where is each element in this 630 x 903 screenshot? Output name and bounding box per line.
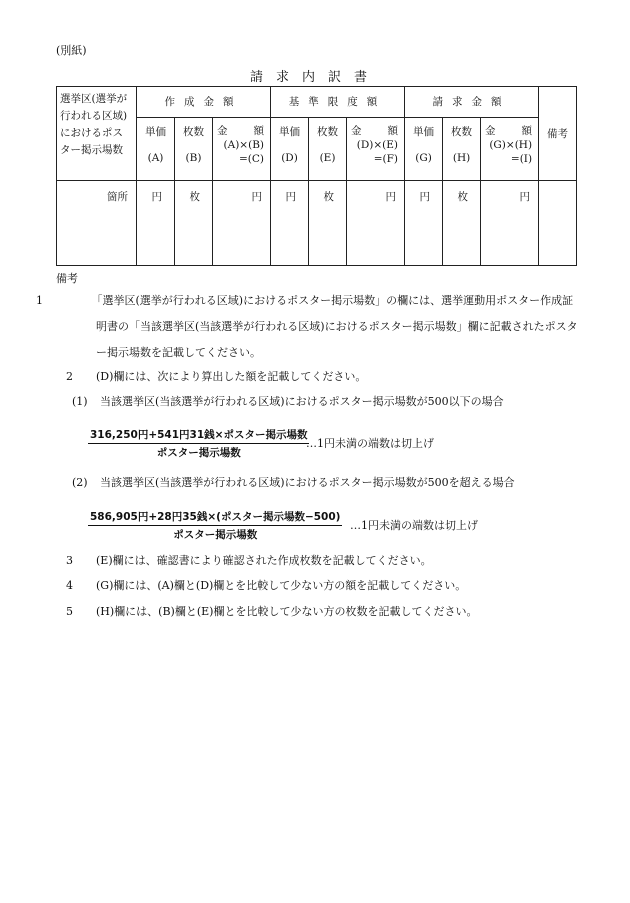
unit-cell[interactable]: 円 xyxy=(405,181,443,266)
col-header-d: 単価 (D) xyxy=(271,118,309,181)
unit-cell[interactable]: 枚 xyxy=(443,181,481,266)
document-title: 請求内訳書 xyxy=(249,70,380,85)
col-header-b: 枚数 (B) xyxy=(175,118,213,181)
breakdown-table xyxy=(56,86,577,266)
annex-label: (別紙) xyxy=(56,44,87,57)
note-5: 5 (H)欄には、(B)欄と(E)欄とを比較して少ない方の枚数を記載してください。 xyxy=(66,605,478,618)
note-1: 1 「選挙区(選挙が行われる区域)におけるポスター掲示場数」の欄には、選挙運動用ポスター作成証明書の「当該選挙区(当該選挙が行われる区域)におけるポスター掲示場数」欄に記載されたポスター掲示場数を記載してください。 xyxy=(36,294,578,359)
formula-1: 316,250円+541円31銭×ポスター掲示場数 ポスター掲示場数 xyxy=(90,429,308,459)
unit-cell[interactable]: 円 xyxy=(347,181,405,266)
formula-2-note: …1円未満の端数は切上げ xyxy=(350,519,478,532)
note-4: 4 (G)欄には、(A)欄と(D)欄とを比較して少ない方の額を記載してください。 xyxy=(66,579,467,592)
note-2-sub-2: (2) 当該選挙区(当該選挙が行われる区域)におけるポスター掲示場数が500を超える場合 xyxy=(72,476,515,489)
col-header-i: 金 額 (G)×(H) =(I) xyxy=(481,118,539,181)
unit-cell[interactable]: 枚 xyxy=(309,181,347,266)
unit-cell[interactable]: 円 xyxy=(481,181,539,266)
formula-2: 586,905円+28円35銭×(ポスター掲示場数−500) ポスター掲示場数 xyxy=(90,511,341,541)
remarks-cell[interactable] xyxy=(539,181,577,266)
entry-row xyxy=(57,181,577,266)
group-header-creation: 作成金額 xyxy=(137,87,271,118)
note-3: 3 (E)欄には、確認書により確認された作成枚数を記載してください。 xyxy=(66,554,432,567)
formula-1-note: …1円未満の端数は切上げ xyxy=(306,437,434,450)
col-header-f: 金 額 (D)×(E) =(F) xyxy=(347,118,405,181)
group-header-limit: 基準限度額 xyxy=(271,87,405,118)
unit-cell[interactable]: 円 xyxy=(213,181,271,266)
unit-cell[interactable]: 枚 xyxy=(175,181,213,266)
remarks-header: 備考 xyxy=(539,87,577,181)
col-header-h: 枚数 (H) xyxy=(443,118,481,181)
unit-cell[interactable]: 円 xyxy=(271,181,309,266)
unit-cell[interactable]: 箇所 xyxy=(57,181,137,266)
col-header-g: 単価 (G) xyxy=(405,118,443,181)
col-header-e: 枚数 (E) xyxy=(309,118,347,181)
note-2-sub-1: (1) 当該選挙区(当該選挙が行われる区域)におけるポスター掲示場数が500以下の場合 xyxy=(72,395,504,408)
note-2: 2 (D)欄には、次により算出した額を記載してください。 xyxy=(66,370,367,383)
notes-heading: 備考 xyxy=(56,272,78,285)
col-header-a: 単価 (A) xyxy=(137,118,175,181)
unit-cell[interactable]: 円 xyxy=(137,181,175,266)
col-header-c: 金 額 (A)×(B) =(C) xyxy=(213,118,271,181)
row-label-cell: 選挙区(選挙が行われる区域)におけるポスター掲示場数 xyxy=(57,87,137,181)
group-header-claim: 請求金額 xyxy=(405,87,539,118)
